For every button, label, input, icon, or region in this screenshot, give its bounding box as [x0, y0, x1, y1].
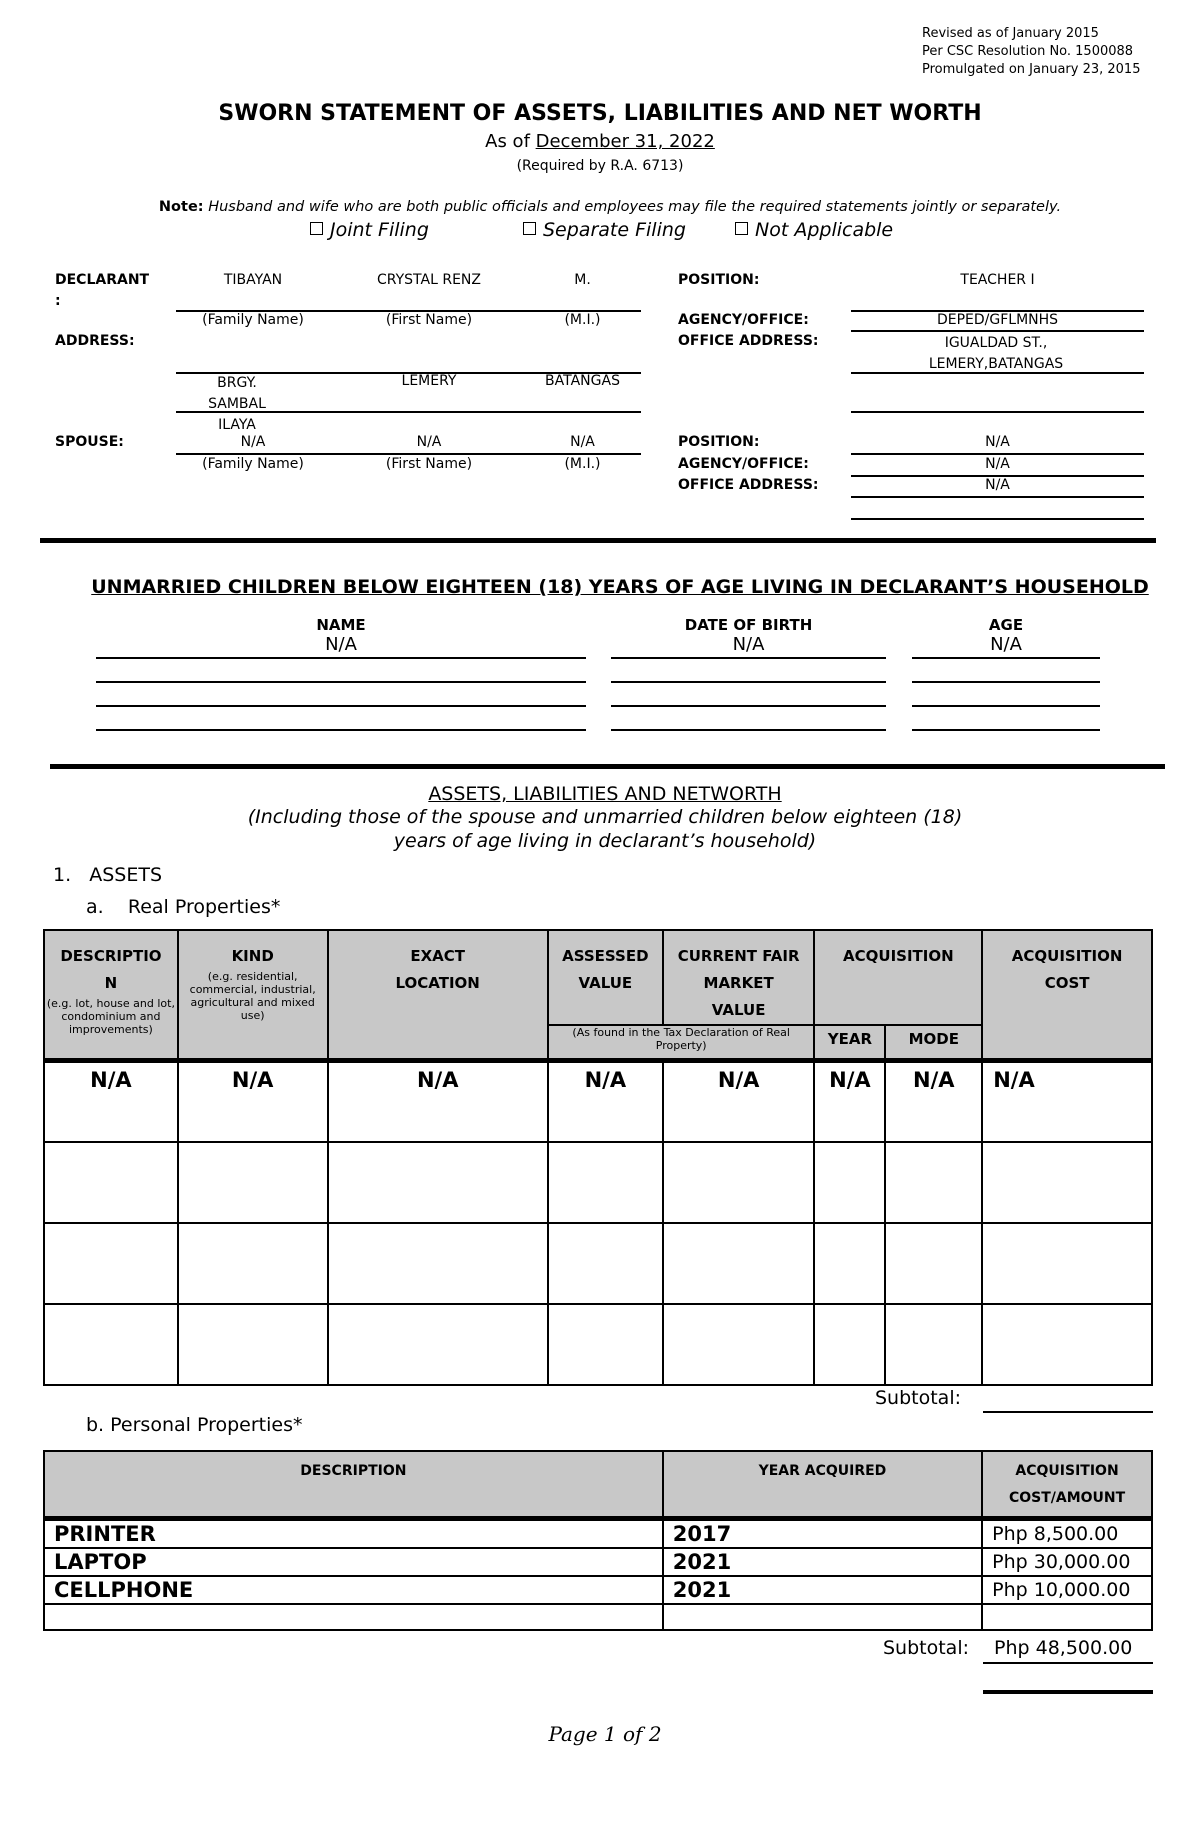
office-address-label: OFFICE ADDRESS: [678, 333, 819, 349]
address-label: ADDRESS: [55, 333, 135, 349]
col-pp-cost-label-1: ACQUISITION [1015, 1463, 1119, 1479]
children-col-age: AGE [988, 616, 1024, 634]
children-dob-value: N/A [732, 634, 765, 655]
assets-subtitle-1: (Including those of the spouse and unmarried children below eighteen (18) [247, 806, 963, 828]
filing-option-label: Joint Filing [330, 219, 429, 241]
children-line [912, 729, 1100, 731]
filing-option-not-applicable[interactable] [735, 219, 893, 241]
children-title: UNMARRIED CHILDREN BELOW EIGHTEEN (18) YEARS OF AGE LIVING IN DECLARANT’S HOUSEHOLD [91, 576, 1149, 598]
office-address-line-1 [851, 372, 1144, 374]
declarant-mi: M. [574, 272, 591, 288]
col-year: YEAR [814, 1025, 885, 1060]
spouse-office-address-label: OFFICE ADDRESS: [678, 477, 819, 493]
col-fair-market-value [663, 930, 815, 1025]
children-line [96, 729, 586, 731]
spouse-mi: N/A [570, 434, 595, 450]
col-acquisition-label: ACQUISITION [843, 947, 954, 965]
page-number: Page 1 of 2 [548, 1722, 662, 1746]
col-cost-label-2: COST [1044, 974, 1090, 992]
spouse-position-line [851, 453, 1144, 455]
table-cell: N/A [548, 1060, 663, 1142]
table-cell: N/A [663, 1060, 815, 1142]
real-properties-subtotal-line [983, 1411, 1153, 1413]
col-assessed-label-2: VALUE [578, 974, 633, 992]
table-row [44, 1223, 1152, 1304]
revision-line-3: Promulgated on January 23, 2015 [922, 62, 1141, 77]
position-label: POSITION: [678, 272, 760, 288]
personal-properties-subtotal-line [983, 1662, 1153, 1664]
col-kind-label: KIND [231, 947, 274, 965]
sub-first-name: (First Name) [385, 312, 473, 328]
declarant-first-name: CRYSTAL RENZ [377, 272, 481, 288]
note-label: Note: [158, 199, 204, 215]
table-cell: Php 8,500.00 [982, 1518, 1152, 1548]
col-location-label-1: EXACT [410, 947, 466, 965]
address-line-2 [176, 411, 641, 413]
agency-line [851, 330, 1144, 332]
section-divider [50, 764, 1165, 769]
declarant-position: TEACHER I [960, 272, 1035, 288]
table-cell: PRINTER [44, 1518, 663, 1548]
table-cell: 2021 [663, 1548, 982, 1576]
spouse-label: SPOUSE: [55, 434, 124, 450]
table-cell: 2017 [663, 1518, 982, 1548]
table-cell: LAPTOP [44, 1548, 663, 1576]
col-kind-note: (e.g. residential, commercial, industrial, agricultural and mixed use) [189, 970, 316, 1022]
table-cell: N/A [328, 1060, 548, 1142]
col-pp-description: DESCRIPTION [44, 1451, 663, 1518]
children-line [611, 657, 886, 659]
personal-properties-table [43, 1450, 1153, 1631]
revision-note [922, 25, 1192, 79]
col-kind [178, 930, 328, 1060]
col-value-note-text: (As found in the Tax Declaration of Real Property) [572, 1026, 790, 1052]
revision-line-1: Revised as of January 2015 [922, 26, 1099, 41]
declarant-agency: DEPED/GFLMNHS [936, 312, 1059, 328]
assets-title: ASSETS, LIABILITIES AND NETWORTH [428, 783, 782, 805]
sub-mi: (M.I.) [564, 312, 601, 328]
children-line [96, 705, 586, 707]
col-pp-cost-label-2: COST/AMOUNT [1008, 1490, 1126, 1506]
children-col-name: NAME [316, 616, 366, 634]
note-text: Husband and wife who are both public officials and employees may file the required statements jointly or separately. [203, 199, 1062, 215]
table-cell: Php 10,000.00 [982, 1576, 1152, 1604]
children-name-value: N/A [325, 634, 357, 655]
spouse-sub-family: (Family Name) [202, 456, 304, 472]
children-age-value: N/A [990, 634, 1022, 655]
filing-option-label: Not Applicable [755, 219, 894, 241]
real-properties-table [43, 929, 1153, 1386]
revision-line-2: Per CSC Resolution No. 1500088 [922, 44, 1134, 59]
col-description [44, 930, 178, 1060]
spouse-first-name: N/A [416, 434, 442, 450]
col-pp-year: YEAR ACQUIRED [663, 1451, 982, 1518]
spouse-office-line-2 [851, 518, 1144, 520]
as-of-prefix: As of [485, 131, 536, 152]
filing-option-separate[interactable] [523, 219, 686, 241]
col-cost-label-1: ACQUISITION [1011, 947, 1123, 965]
col-fair-label-1: CURRENT FAIR [677, 947, 800, 965]
required-by: (Required by R.A. 6713) [516, 158, 684, 174]
address-municipality: LEMERY [401, 373, 457, 389]
checkbox-icon[interactable] [523, 222, 536, 235]
table-row [44, 1548, 1152, 1576]
table-row [44, 1604, 1152, 1630]
spouse-office-line-1 [851, 496, 1144, 498]
spouse-office-address: N/A [985, 477, 1010, 493]
assets-item-heading: 1. ASSETS [53, 864, 163, 886]
table-row [44, 1304, 1152, 1385]
agency-label: AGENCY/OFFICE: [678, 312, 809, 328]
table-cell: N/A [44, 1060, 178, 1142]
table-row [44, 1142, 1152, 1223]
spouse-agency: N/A [985, 456, 1010, 472]
filing-option-joint[interactable] [310, 219, 429, 241]
col-acquisition-cost [982, 930, 1152, 1060]
table-row [44, 1518, 1152, 1548]
children-col-dob: DATE OF BIRTH [684, 616, 813, 634]
personal-properties-subtotal-label: Subtotal: [883, 1637, 970, 1659]
declarant-office-address: IGUALDAD ST., LEMERY,BATANGAS [928, 335, 1064, 372]
spouse-name-line [176, 453, 641, 455]
children-line [611, 681, 886, 683]
table-cell: CELLPHONE [44, 1576, 663, 1604]
table-cell: Php 30,000.00 [982, 1548, 1152, 1576]
spouse-position: N/A [985, 434, 1010, 450]
children-line [611, 705, 886, 707]
declarant-family-name: TIBAYAN [223, 272, 283, 288]
table-cell: N/A [814, 1060, 885, 1142]
filing-option-label: Separate Filing [543, 219, 686, 241]
col-assessed-label-1: ASSESSED [562, 947, 649, 965]
table-cell: N/A [178, 1060, 328, 1142]
col-description-note: (e.g. lot, house and lot, condominium and improvements) [46, 997, 175, 1036]
col-location [328, 930, 548, 1060]
table-cell: N/A [982, 1060, 1152, 1142]
spouse-sub-mi: (M.I.) [564, 456, 601, 472]
table-cell: 2021 [663, 1576, 982, 1604]
col-location-label-2: LOCATION [395, 974, 480, 992]
children-line [96, 681, 586, 683]
total-double-line [983, 1690, 1153, 1694]
document-title: SWORN STATEMENT OF ASSETS, LIABILITIES AND NET WORTH [218, 101, 982, 126]
section-divider [40, 538, 1156, 543]
declarant-label: DECLARANT [55, 272, 150, 288]
spouse-position-label: POSITION: [678, 434, 760, 450]
table-row [44, 1060, 1152, 1142]
col-description-label-2: N [104, 974, 118, 992]
children-line [912, 657, 1100, 659]
checkbox-icon[interactable] [735, 222, 748, 235]
col-fair-label-3: VALUE [711, 1001, 766, 1019]
address-province: BATANGAS [545, 373, 620, 389]
children-line [912, 681, 1100, 683]
children-line [96, 657, 586, 659]
office-address-line-2 [851, 411, 1144, 413]
personal-properties-subtotal-value: Php 48,500.00 [994, 1637, 1133, 1659]
spouse-sub-first: (First Name) [385, 456, 473, 472]
sub-family-name: (Family Name) [202, 312, 304, 328]
col-fair-label-2: MARKET [703, 974, 774, 992]
children-line [611, 729, 886, 731]
col-acquisition [814, 930, 982, 1025]
declarant-colon: : [55, 293, 61, 309]
col-value-note [548, 1025, 815, 1060]
assets-subtitle-2: years of age living in declarant’s household) [393, 830, 817, 852]
col-pp-cost [982, 1451, 1152, 1518]
table-row [44, 1576, 1152, 1604]
col-assessed-value [548, 930, 663, 1025]
col-mode: MODE [885, 1025, 982, 1060]
spouse-family-name: N/A [240, 434, 266, 450]
personal-properties-heading: b. Personal Properties* [86, 1414, 303, 1436]
table-cell: N/A [885, 1060, 982, 1142]
spouse-agency-label: AGENCY/OFFICE: [678, 456, 809, 472]
children-line [912, 705, 1100, 707]
address-barangay: BRGY. SAMBAL ILAYA [208, 375, 266, 433]
real-properties-subtotal-label: Subtotal: [875, 1387, 962, 1409]
real-properties-heading: a. Real Properties* [86, 896, 281, 918]
as-of-date: December 31, 2022 [535, 131, 715, 152]
checkbox-icon[interactable] [310, 222, 323, 235]
filing-note [0, 199, 1200, 215]
as-of-line [0, 131, 1200, 152]
col-description-label-1: DESCRIPTIO [60, 947, 162, 965]
